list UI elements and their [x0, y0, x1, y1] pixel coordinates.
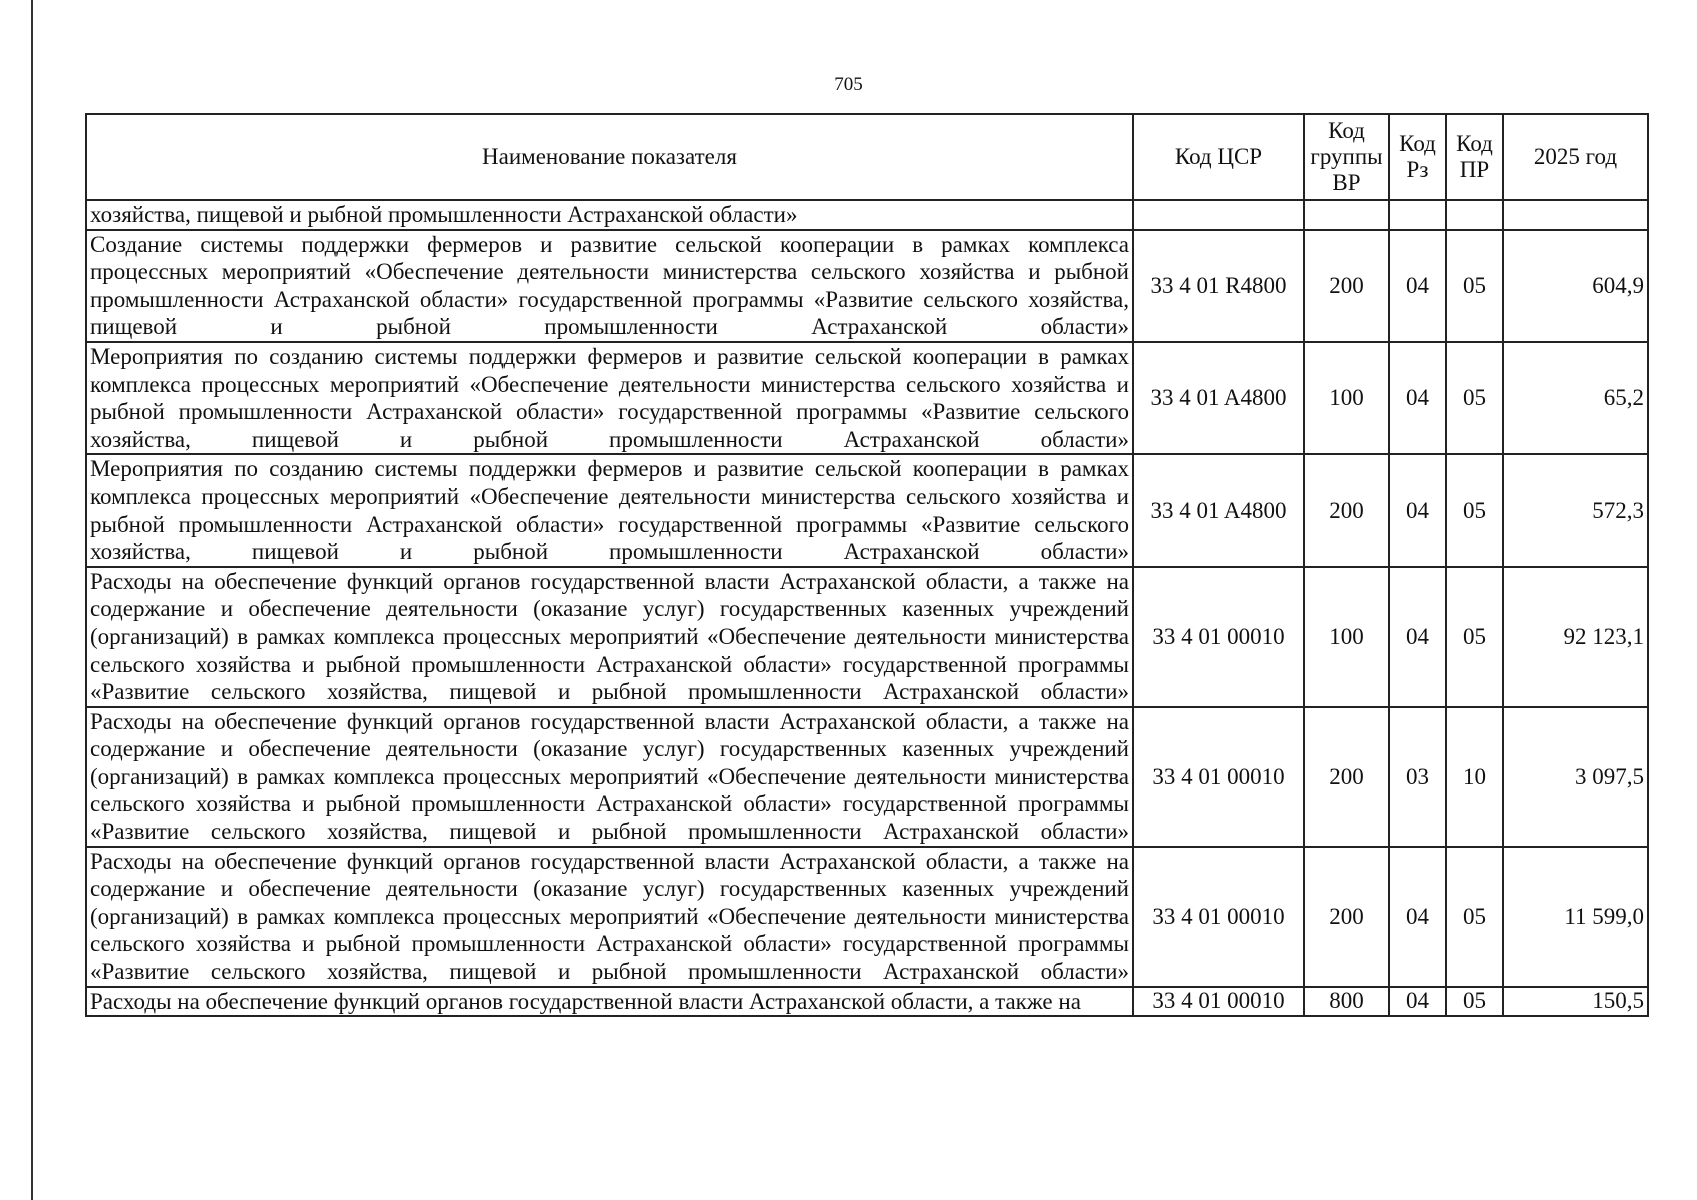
table-row: [86, 567, 1648, 707]
header-rz: Код Рз: [1389, 114, 1446, 200]
row-name-cell: Расходы на обеспечение функций органов государственной власти Астраханской области, а также на: [86, 987, 1133, 1017]
row-pr-cell: 05: [1446, 230, 1503, 342]
row-csr-cell: 33 4 01 00010: [1133, 567, 1304, 707]
row-amount-cell: 11 599,0: [1503, 847, 1648, 987]
row-name-cell: Расходы на обеспечение функций органов государственной власти Астраханской области, а также на содержание и обеспечение деятельности (оказание услуг) государственных казенных учреждений (организаций) в рамках комплекса процессных мероприятий «Обеспечение деятельности министерства сельского хозяйства и рыбной промышленности Астраханской области» государственной программы «Развитие сельского хозяйства, пищевой и рыбной промышленности Астраханской области»: [86, 847, 1133, 987]
row-csr-cell: 33 4 01 R4800: [1133, 230, 1304, 342]
row-name-cell: хозяйства, пищевой и рыбной промышленности Астраханской области»: [86, 200, 1133, 230]
table-header: [86, 114, 1648, 200]
row-amount-cell: 604,9: [1503, 230, 1648, 342]
row-name-cell: Создание системы поддержки фермеров и развитие сельской кооперации в рамках комплекса процессных мероприятий «Обеспечение деятельности министерства сельского хозяйства и рыбной промышленности Астраханской области» государственной программы «Развитие сельского хозяйства, пищевой и рыбной промышленности Астраханской области»: [86, 230, 1133, 342]
row-vr-cell: 100: [1304, 567, 1389, 707]
row-pr-cell: 05: [1446, 847, 1503, 987]
row-name-cell: Мероприятия по созданию системы поддержки фермеров и развитие сельской кооперации в рамках комплекса процессных мероприятий «Обеспечение деятельности министерства сельского хозяйства и рыбной промышленности Астраханской области» государственной программы «Развитие сельского хозяйства, пищевой и рыбной промышленности Астраханской области»: [86, 454, 1133, 566]
row-csr-cell: 33 4 01 A4800: [1133, 454, 1304, 566]
row-rz-cell: 03: [1389, 707, 1446, 847]
row-rz-cell: 04: [1389, 230, 1446, 342]
table-row: [86, 200, 1648, 230]
table-row: [86, 342, 1648, 454]
row-amount-cell: 65,2: [1503, 342, 1648, 454]
row-rz-cell: [1389, 200, 1446, 230]
row-rz-cell: 04: [1389, 987, 1446, 1017]
header-name: Наименование показателя: [86, 114, 1133, 200]
page-number: 705: [834, 74, 863, 95]
page-margin-rule: [31, 0, 33, 1200]
row-rz-cell: 04: [1389, 567, 1446, 707]
row-pr-cell: 10: [1446, 707, 1503, 847]
header-csr: Код ЦСР: [1133, 114, 1304, 200]
budget-table: [85, 113, 1649, 1017]
table-body: [86, 200, 1648, 1016]
row-vr-cell: 800: [1304, 987, 1389, 1017]
header-year: 2025 год: [1503, 114, 1648, 200]
row-rz-cell: 04: [1389, 342, 1446, 454]
row-amount-cell: 150,5: [1503, 987, 1648, 1017]
row-vr-cell: 200: [1304, 707, 1389, 847]
row-amount-cell: 3 097,5: [1503, 707, 1648, 847]
table-row: [86, 454, 1648, 566]
row-pr-cell: 05: [1446, 567, 1503, 707]
row-pr-cell: 05: [1446, 342, 1503, 454]
row-vr-cell: 100: [1304, 342, 1389, 454]
row-pr-cell: 05: [1446, 454, 1503, 566]
row-rz-cell: 04: [1389, 454, 1446, 566]
table-row: [86, 987, 1648, 1017]
row-csr-cell: 33 4 01 00010: [1133, 847, 1304, 987]
row-pr-cell: 05: [1446, 987, 1503, 1017]
row-rz-cell: 04: [1389, 847, 1446, 987]
row-vr-cell: 200: [1304, 230, 1389, 342]
row-amount-cell: 92 123,1: [1503, 567, 1648, 707]
header-pr: Код ПР: [1446, 114, 1503, 200]
table-row: [86, 230, 1648, 342]
row-amount-cell: [1503, 200, 1648, 230]
row-csr-cell: [1133, 200, 1304, 230]
row-vr-cell: 200: [1304, 454, 1389, 566]
table-row: [86, 847, 1648, 987]
row-csr-cell: 33 4 01 A4800: [1133, 342, 1304, 454]
row-name-cell: Расходы на обеспечение функций органов государственной власти Астраханской области, а также на содержание и обеспечение деятельности (оказание услуг) государственных казенных учреждений (организаций) в рамках комплекса процессных мероприятий «Обеспечение деятельности министерства сельского хозяйства и рыбной промышленности Астраханской области» государственной программы «Развитие сельского хозяйства, пищевой и рыбной промышленности Астраханской области»: [86, 707, 1133, 847]
row-csr-cell: 33 4 01 00010: [1133, 987, 1304, 1017]
row-vr-cell: 200: [1304, 847, 1389, 987]
table-row: [86, 707, 1648, 847]
row-vr-cell: [1304, 200, 1389, 230]
row-name-cell: Расходы на обеспечение функций органов государственной власти Астраханской области, а также на содержание и обеспечение деятельности (оказание услуг) государственных казенных учреждений (организаций) в рамках комплекса процессных мероприятий «Обеспечение деятельности министерства сельского хозяйства и рыбной промышленности Астраханской области» государственной программы «Развитие сельского хозяйства, пищевой и рыбной промышленности Астраханской области»: [86, 567, 1133, 707]
header-vr: Код группы ВР: [1304, 114, 1389, 200]
row-amount-cell: 572,3: [1503, 454, 1648, 566]
row-pr-cell: [1446, 200, 1503, 230]
row-name-cell: Мероприятия по созданию системы поддержки фермеров и развитие сельской кооперации в рамках комплекса процессных мероприятий «Обеспечение деятельности министерства сельского хозяйства и рыбной промышленности Астраханской области» государственной программы «Развитие сельского хозяйства, пищевой и рыбной промышленности Астраханской области»: [86, 342, 1133, 454]
row-csr-cell: 33 4 01 00010: [1133, 707, 1304, 847]
